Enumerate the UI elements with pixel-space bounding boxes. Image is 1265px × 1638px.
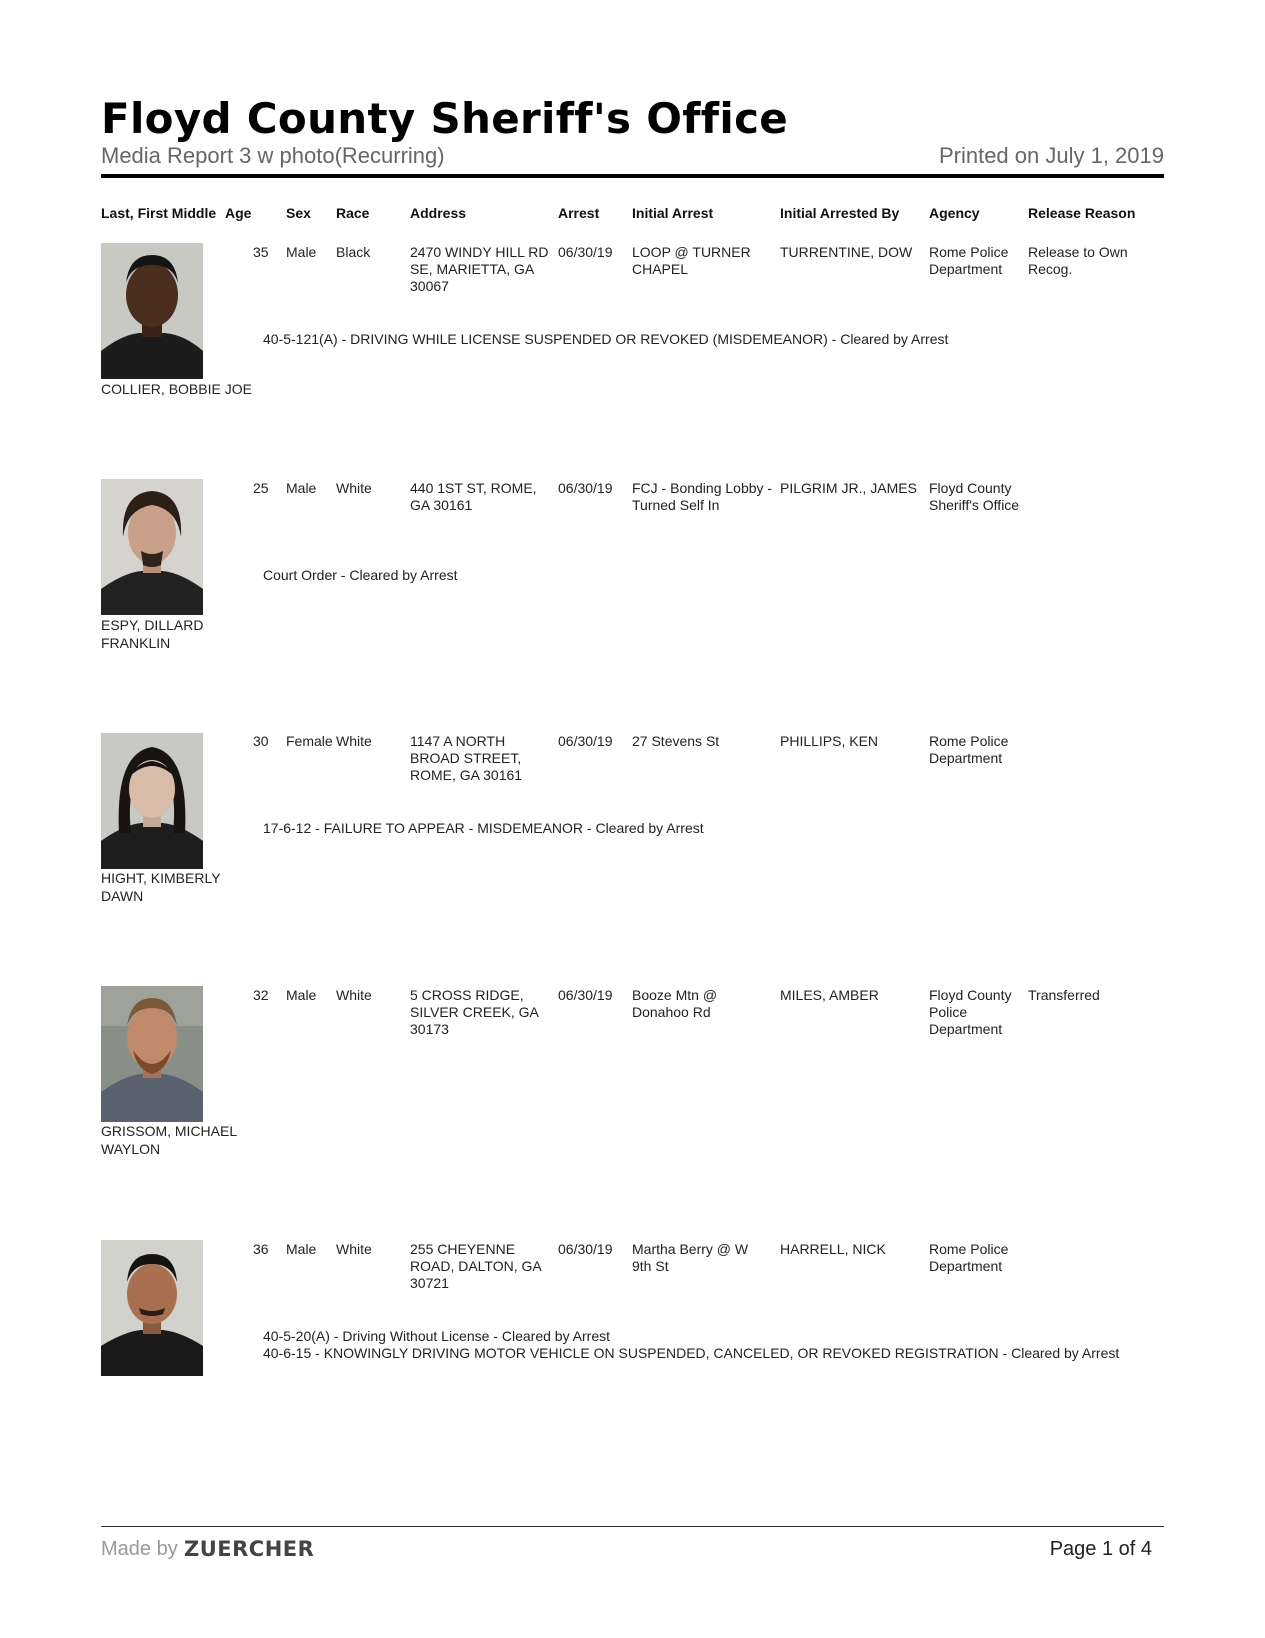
mugshot-image (101, 986, 203, 1122)
arrest-date-cell: 06/30/19 (558, 733, 613, 749)
mugshot-photo (101, 243, 203, 379)
charge-line: 17-6-12 - FAILURE TO APPEAR - MISDEMEANOR - Cleared by Arrest (263, 820, 704, 836)
initial-arrested-by-cell: PILGRIM JR., JAMES (780, 480, 917, 496)
inmate-name: COLLIER, BOBBIE JOE (101, 381, 252, 397)
initial-arrested-by-cell: MILES, AMBER (780, 987, 879, 1003)
initial-arrested-by-cell: TURRENTINE, DOW (780, 244, 913, 260)
report-title: Floyd County Sheriff's Office (101, 94, 789, 143)
column-header-name: Last, First Middle (101, 205, 217, 221)
header-rule (101, 174, 1164, 178)
initial-arrest-cell: Booze Mtn @ Donahoo Rd (632, 987, 718, 1020)
sex-cell: Male (286, 987, 317, 1003)
mugshot-image (101, 243, 203, 379)
sex-cell: Male (286, 244, 317, 260)
sex-cell: Female (286, 733, 333, 749)
charge-line: 40-5-121(A) - DRIVING WHILE LICENSE SUSPENDED OR REVOKED (MISDEMEANOR) - Cleared by Arrest (263, 331, 949, 347)
charge-line: Court Order - Cleared by Arrest (263, 567, 458, 583)
column-header-age: Age (225, 205, 252, 221)
arrest-date-cell: 06/30/19 (558, 244, 613, 260)
column-header-race: Race (336, 205, 370, 221)
address-cell: 440 1ST ST, ROME, GA 30161 (410, 480, 537, 513)
initial-arrest-cell: Martha Berry @ W 9th St (632, 1241, 749, 1274)
address-cell: 1147 A NORTH BROAD STREET, ROME, GA 30161 (410, 733, 523, 783)
initial-arrested-by-cell: HARRELL, NICK (780, 1241, 886, 1257)
mugshot-image (101, 479, 203, 615)
agency-cell: Rome Police Department (929, 1241, 1009, 1274)
inmate-name: GRISSOM, MICHAEL WAYLON (101, 1123, 237, 1157)
printed-date: Printed on July 1, 2019 (938, 143, 1164, 168)
release-reason-cell: Transferred (1028, 987, 1100, 1003)
page-number: Page 1 of 4 (1049, 1538, 1152, 1560)
made-by-label: Made by (101, 1538, 178, 1560)
mugshot-image (101, 733, 203, 869)
race-cell: White (336, 480, 372, 496)
footer-rule (101, 1526, 1164, 1527)
release-reason-cell: Release to Own Recog. (1028, 244, 1128, 277)
mugshot-image (101, 1240, 203, 1376)
initial-arrest-cell: FCJ - Bonding Lobby - Turned Self In (632, 480, 773, 513)
column-header-initial-arrest: Initial Arrest (632, 205, 714, 221)
column-header-sex: Sex (286, 205, 311, 221)
race-cell: White (336, 1241, 372, 1257)
age-cell: 25 (253, 480, 269, 496)
inmate-name: ESPY, DILLARD FRANKLIN (101, 617, 204, 651)
race-cell: Black (336, 244, 371, 260)
column-header-arrest: Arrest (558, 205, 600, 221)
address-cell: 5 CROSS RIDGE, SILVER CREEK, GA 30173 (410, 987, 539, 1037)
charge-line: 40-5-20(A) - Driving Without License - Cleared by Arrest (263, 1328, 611, 1344)
age-cell: 35 (253, 244, 269, 260)
initial-arrest-cell: LOOP @ TURNER CHAPEL (632, 244, 751, 277)
age-cell: 30 (253, 733, 269, 749)
charge-line: 40-6-15 - KNOWINGLY DRIVING MOTOR VEHICLE ON SUSPENDED, CANCELED, OR REVOKED REGISTRATION - Cleared by Arrest (263, 1345, 1120, 1361)
column-header-release-reason: Release Reason (1028, 205, 1136, 221)
sex-cell: Male (286, 1241, 317, 1257)
race-cell: White (336, 987, 372, 1003)
report-subtitle: Media Report 3 w photo(Recurring) (101, 143, 445, 168)
column-header-initial-arrested-by: Initial Arrested By (780, 205, 900, 221)
agency-cell: Floyd County Sheriff's Office (929, 480, 1020, 513)
arrest-date-cell: 06/30/19 (558, 987, 613, 1003)
column-header-agency: Agency (929, 205, 980, 221)
agency-cell: Rome Police Department (929, 244, 1009, 277)
column-header-address: Address (410, 205, 467, 221)
mugshot-photo (101, 479, 203, 615)
zuercher-logo: ZUERCHER (184, 1537, 315, 1561)
mugshot-photo (101, 733, 203, 869)
sex-cell: Male (286, 480, 317, 496)
race-cell: White (336, 733, 372, 749)
arrest-date-cell: 06/30/19 (558, 1241, 613, 1257)
address-cell: 255 CHEYENNE ROAD, DALTON, GA 30721 (410, 1241, 541, 1291)
arrest-date-cell: 06/30/19 (558, 480, 613, 496)
agency-cell: Floyd County Police Department (929, 987, 1012, 1037)
age-cell: 32 (253, 987, 269, 1003)
inmate-name: HIGHT, KIMBERLY DAWN (101, 870, 221, 904)
age-cell: 36 (253, 1241, 269, 1257)
address-cell: 2470 WINDY HILL RD SE, MARIETTA, GA 30067 (410, 244, 549, 294)
mugshot-photo (101, 986, 203, 1122)
agency-cell: Rome Police Department (929, 733, 1009, 766)
initial-arrest-cell: 27 Stevens St (632, 733, 720, 749)
initial-arrested-by-cell: PHILLIPS, KEN (780, 733, 879, 749)
mugshot-photo (101, 1240, 203, 1376)
